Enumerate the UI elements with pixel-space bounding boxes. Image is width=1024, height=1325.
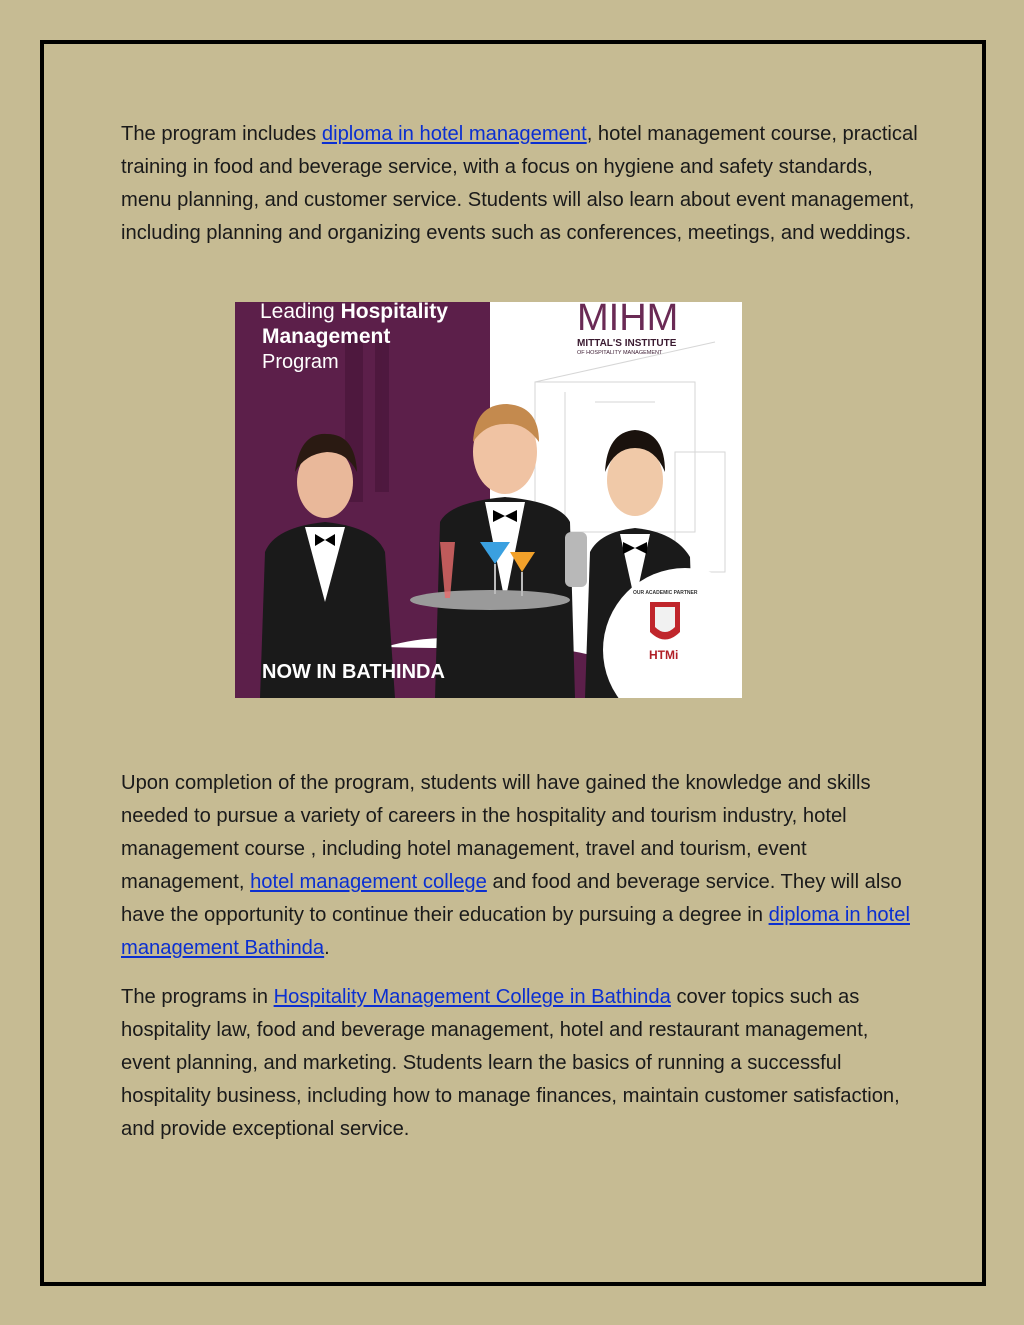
paragraph-2 (121, 767, 921, 965)
banner-headline-line-1: Leading Hospitality (260, 302, 448, 323)
banner-location: NOW IN BATHINDA (262, 661, 445, 683)
paragraph-3-text-a: The programs in (121, 986, 274, 1008)
link-hospitality-management-college-in-bathinda[interactable]: Hospitality Management College in Bathinda (273, 986, 671, 1008)
link-diploma-in-hotel-management[interactable]: diploma in hotel management (321, 123, 587, 145)
paragraph-2-text-b: and food and beverage service. They will also have the opportunity to continue their education by pursuing a degree in (121, 871, 902, 926)
paragraph-2-text-a: Upon completion of the program, students will have gained the knowledge and skills needed to pursue a variety of careers in the hospitality and tourism industry, hotel management course , including hotel management, travel and tourism, event management, (121, 772, 871, 893)
banner-headline-line-2: Management (262, 325, 391, 348)
paragraph-2-text-c: . (324, 937, 330, 959)
mihm-logo: MIHM (577, 302, 679, 339)
banner-headline-line-3: Program (262, 351, 339, 373)
paragraph-3-text-b: cover topics such as hospitality law, food and beverage management, hotel and restaurant management, event planning, and marketing. Students learn the basics of running a successful hospitality business, including how to manage finances, maintain customer satisfaction, and provide exceptional service. (121, 986, 900, 1140)
htmi-crest-icon (650, 602, 680, 640)
paragraph-3 (121, 981, 921, 1146)
program-banner-image (235, 302, 742, 698)
paragraph-1 (121, 118, 921, 250)
link-hotel-management-college[interactable]: hotel management college (250, 871, 487, 893)
paragraph-1-text-b: , hotel management course, practical training in food and beverage service, with a focus on hygiene and safety standards, menu planning, and customer service. Students will also learn about event management, including planning and organizing events such as conferences, meetings, and weddings. (121, 123, 918, 244)
partner-logo: HTMi (649, 648, 679, 662)
paragraph-1-text-a: The program includes (121, 123, 322, 145)
logo-institute-subtitle: OF HOSPITALITY MANAGEMENT (577, 350, 663, 356)
link-diploma-in-hotel-management-bathinda[interactable]: diploma in hotel management Bathinda (121, 904, 910, 959)
logo-institute-name: MITTAL'S INSTITUTE (577, 338, 677, 349)
partner-label: OUR ACADEMIC PARTNER (633, 590, 698, 596)
